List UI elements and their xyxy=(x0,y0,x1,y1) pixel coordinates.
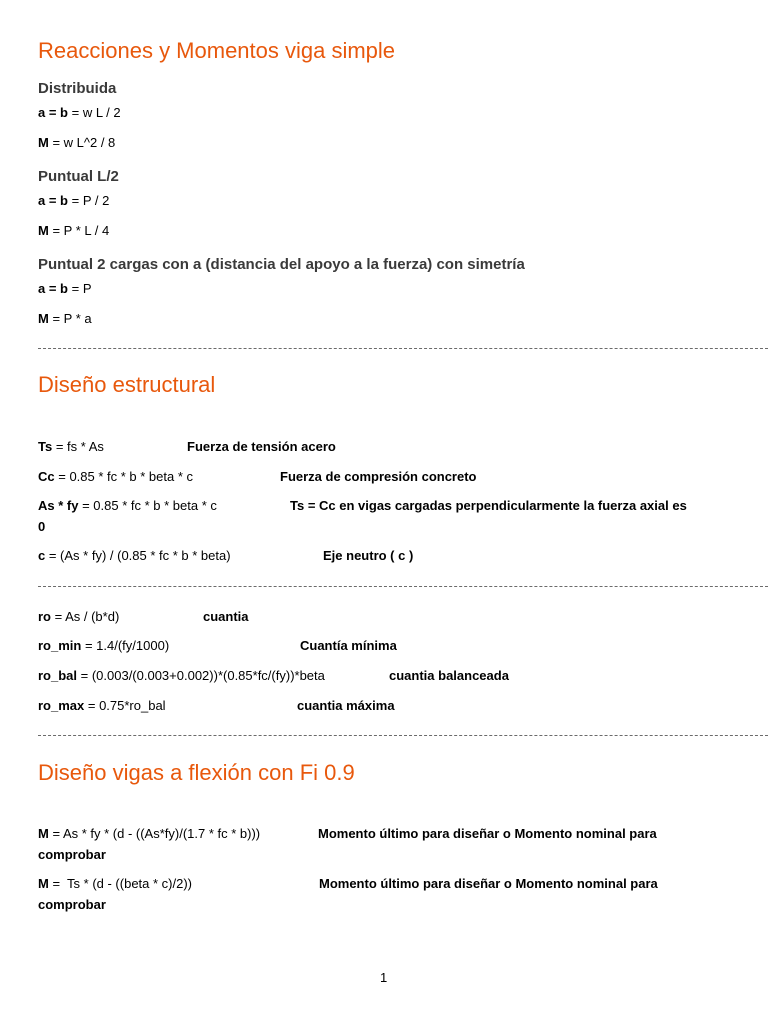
formula-rhs: = As * fy * (d - ((As*fy)/(1.7 * fc * b))) xyxy=(48,826,261,841)
formula-lhs: ro xyxy=(38,609,51,624)
note-ro-max: cuantia máxima xyxy=(297,698,395,713)
note-as-fy-continued: 0 xyxy=(38,519,46,534)
formula-rhs: = Ts * (d - ((beta * c)/2)) xyxy=(48,876,193,891)
formula-puntual2-moment xyxy=(38,310,92,328)
note-ro: cuantia xyxy=(203,609,249,624)
subheading-puntual: Puntual L/2 xyxy=(38,168,119,185)
formula-lhs: a = b xyxy=(38,193,68,208)
formula-ro xyxy=(38,608,119,626)
formula-distribuida-reactions xyxy=(38,104,121,122)
note-m-ts-continued: comprobar xyxy=(38,897,106,912)
dashed-divider xyxy=(38,586,768,587)
formula-rhs: = As / (b*d) xyxy=(51,609,120,624)
formula-puntual2-reactions xyxy=(38,280,92,298)
note-as-fy: Ts = Cc en vigas cargadas perpendicularmente la fuerza axial es xyxy=(290,498,687,513)
section-title-reacciones: Reacciones y Momentos viga simple xyxy=(38,38,396,63)
formula-rhs: = P * L / 4 xyxy=(48,223,110,238)
formula-lhs: M xyxy=(38,311,49,326)
formula-rhs: = 0.85 * fc * b * beta * c xyxy=(78,498,217,513)
formula-rhs: = 0.75*ro_bal xyxy=(84,698,166,713)
formula-as-fy xyxy=(38,497,217,515)
formula-lhs: M xyxy=(38,135,49,150)
note-cc: Fuerza de compresión concreto xyxy=(280,469,477,484)
formula-lhs: ro_bal xyxy=(38,668,78,683)
formula-ro-bal xyxy=(38,667,325,685)
note-m-as: Momento último para diseñar o Momento nominal para xyxy=(318,826,657,841)
dashed-divider xyxy=(38,735,768,736)
note-ro-bal: cuantia balanceada xyxy=(389,668,509,683)
formula-lhs: Ts xyxy=(38,439,53,454)
subheading-distribuida: Distribuida xyxy=(38,80,117,97)
formula-rhs: = (As * fy) / (0.85 * fc * b * beta) xyxy=(45,548,231,563)
formula-cc xyxy=(38,468,193,486)
formula-c xyxy=(38,547,231,565)
formula-lhs: ro_max xyxy=(38,698,85,713)
formula-rhs: = (0.003/(0.003+0.002))*(0.85*fc/(fy))*beta xyxy=(77,668,325,683)
formula-lhs: c xyxy=(38,548,46,563)
note-m-as-continued: comprobar xyxy=(38,847,106,862)
formula-rhs: = P xyxy=(68,281,92,296)
formula-puntual-reactions xyxy=(38,192,109,210)
section-title-diseno-estructural: Diseño estructural xyxy=(38,372,216,397)
formula-rhs: = fs * As xyxy=(52,439,104,454)
formula-rhs: = w L / 2 xyxy=(68,105,121,120)
formula-ts xyxy=(38,438,104,456)
formula-distribuida-moment xyxy=(38,134,115,152)
formula-lhs: M xyxy=(38,876,49,891)
note-c: Eje neutro ( c ) xyxy=(323,548,414,563)
formula-rhs: = w L^2 / 8 xyxy=(48,135,116,150)
subheading-puntual-2-cargas: Puntual 2 cargas con a (distancia del apoyo a la fuerza) con simetría xyxy=(38,256,525,273)
formula-lhs: ro_min xyxy=(38,638,82,653)
formula-rhs: = P * a xyxy=(48,311,92,326)
formula-ro-max xyxy=(38,697,166,715)
dashed-divider xyxy=(38,348,768,349)
formula-lhs: a = b xyxy=(38,105,68,120)
formula-rhs: = 1.4/(fy/1000) xyxy=(81,638,170,653)
formula-rhs: = 0.85 * fc * b * beta * c xyxy=(54,469,194,484)
formula-m-ts xyxy=(38,875,192,893)
formula-m-as xyxy=(38,825,260,843)
formula-lhs: Cc xyxy=(38,469,55,484)
formula-lhs: M xyxy=(38,826,49,841)
page-number: 1 xyxy=(380,970,388,985)
note-ro-min: Cuantía mínima xyxy=(300,638,397,653)
formula-lhs: a = b xyxy=(38,281,68,296)
formula-puntual-moment xyxy=(38,222,109,240)
section-title-diseno-vigas: Diseño vigas a flexión con Fi 0.9 xyxy=(38,760,355,785)
note-ts: Fuerza de tensión acero xyxy=(187,439,336,454)
formula-lhs: M xyxy=(38,223,49,238)
note-m-ts: Momento último para diseñar o Momento nominal para xyxy=(319,876,658,891)
formula-lhs: As * fy xyxy=(38,498,79,513)
formula-rhs: = P / 2 xyxy=(68,193,110,208)
formula-ro-min xyxy=(38,637,169,655)
